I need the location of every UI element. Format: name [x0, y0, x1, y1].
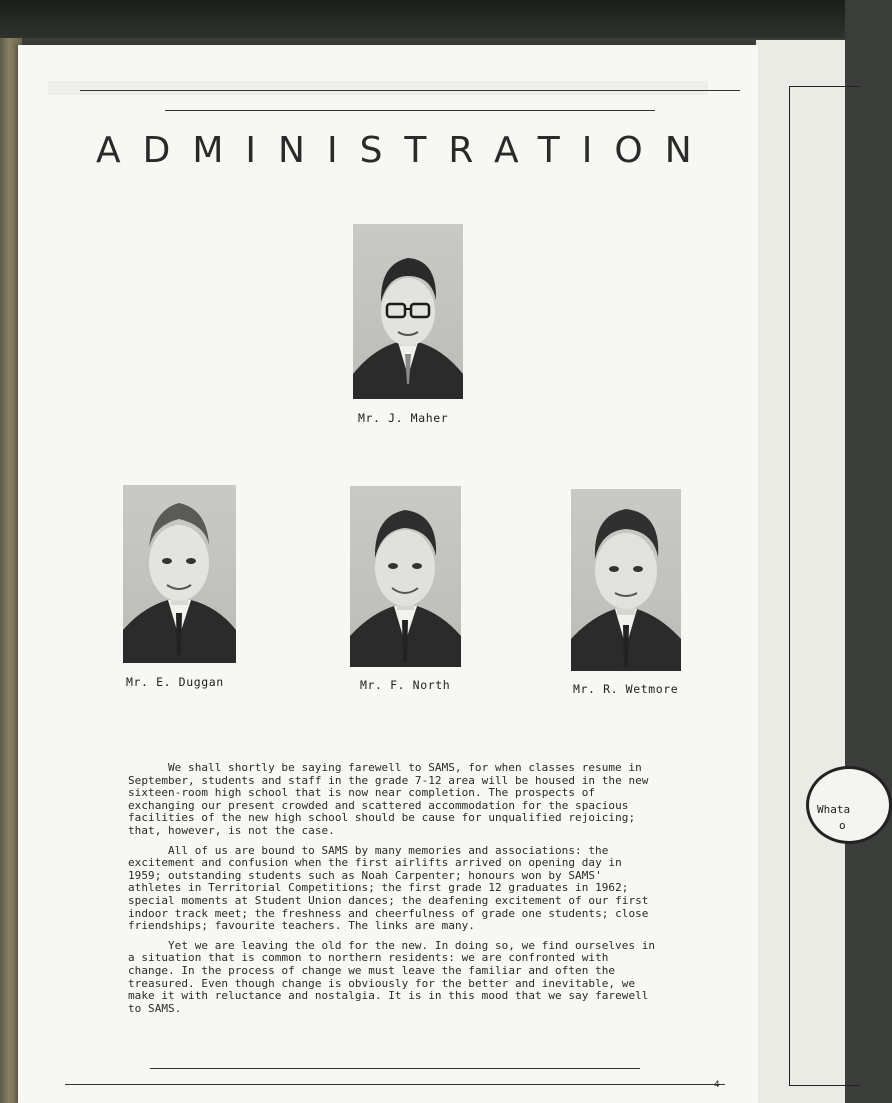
bottom-rule	[65, 1084, 725, 1085]
page-tab	[48, 81, 708, 95]
portrait-photo-maher	[353, 224, 463, 399]
background-top-strip	[0, 0, 845, 38]
adjacent-page-frame	[789, 86, 860, 1086]
body-paragraph-2: All of us are bound to SAMS by many memories and associations: the excitement and confusion when the first airlifts arrived on opening day in 1959; outstanding students such as Noah Carpenter; honours won by SAMS' athletes in Territorial Competitions; the first grade 12 graduates in 1962; special moments at Student Union dances; the deafening excitement of our first indoor track meet; the freshness and cheerfulness of grade one students; close friendships; favourite teachers. The links are many.	[128, 843, 649, 933]
portrait-photo-wetmore	[571, 489, 681, 671]
adjacent-page-oval	[806, 766, 892, 844]
portrait-caption-north: Mr. F. North	[360, 678, 451, 692]
portrait-photo-duggan	[123, 485, 236, 663]
page-title: ADMINISTRATION	[96, 130, 714, 171]
bottom-rule-short	[150, 1068, 640, 1069]
adjacent-oval-text: Whata	[817, 803, 851, 816]
page-number: 4	[714, 1080, 720, 1090]
top-rule	[80, 90, 740, 91]
portrait-caption-wetmore: Mr. R. Wetmore	[573, 682, 679, 696]
portrait-photo-north	[350, 486, 461, 667]
body-paragraph-1: We shall shortly be saying farewell to SAMS, for when classes resume in September, students and staff in the grade 7-12 area will be housed in the new sixteen-room high school that is now near completion. The prospects of exchanging our present crowded and scattered accommodation for the spacious facilities of the new high school should be cause for unqualified rejoicing; that, however, is not the case.	[128, 761, 649, 837]
portrait-caption-duggan: Mr. E. Duggan	[126, 675, 224, 689]
portrait-caption-maher: Mr. J. Maher	[358, 411, 449, 425]
body-paragraph-3: Yet we are leaving the old for the new. In doing so, we find ourselves in a situation that is common to northern residents: we are confronted with change. In the process of change we must leave the familiar and often the treasured. Even though change is obviously for the better and inevitable, we make it with reluctance and nostalgia. It is in this mood that we say farewell to SAMS.	[128, 938, 656, 1015]
second-rule	[165, 110, 655, 111]
adjacent-oval-text-2: o	[839, 819, 846, 832]
body-text	[128, 762, 658, 1022]
